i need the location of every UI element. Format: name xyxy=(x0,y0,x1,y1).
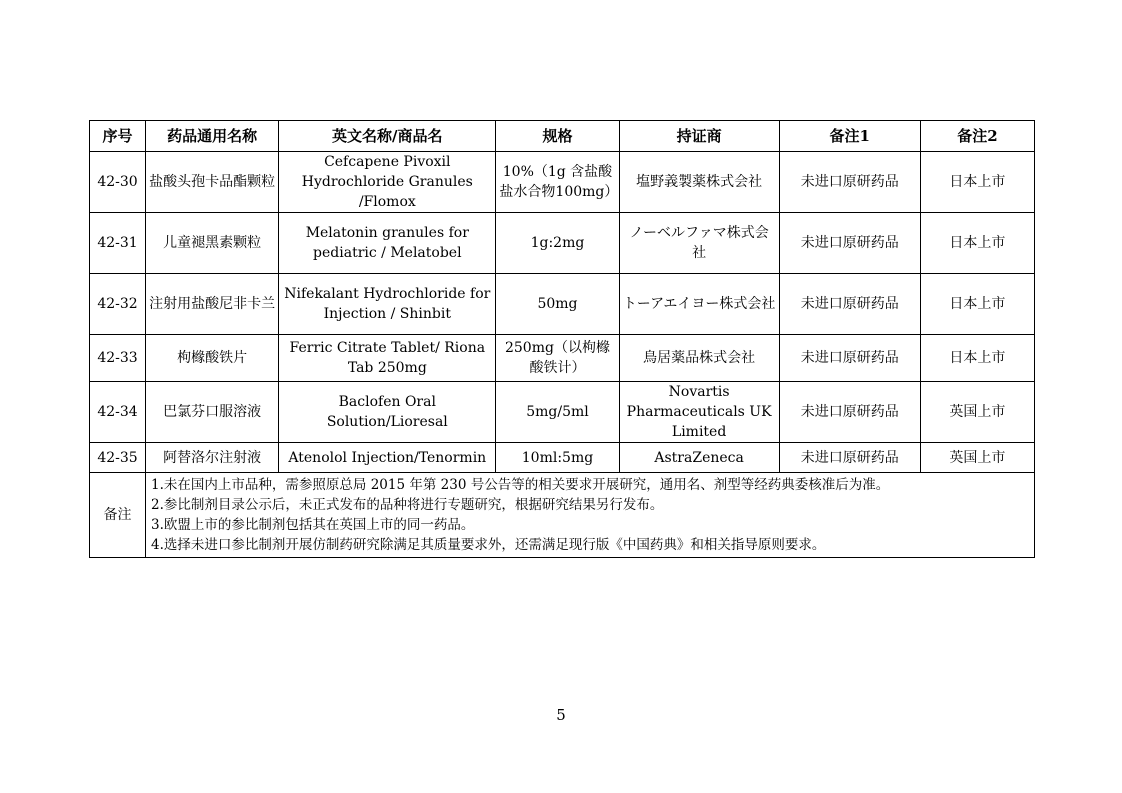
note-line: 3.欧盟上市的参比制剂包括其在英国上市的同一药品。 xyxy=(151,517,475,533)
cell-serial-no: 42-31 xyxy=(90,213,146,274)
cell-license-holder: Novartis Pharmaceuticals UK Limited xyxy=(619,382,779,443)
cell-english-name: Melatonin granules for pediatric / Melatobel xyxy=(279,213,496,274)
cell-license-holder: AstraZeneca xyxy=(619,443,779,473)
table-row xyxy=(90,335,1035,382)
cell-note-1: 未进口原研药品 xyxy=(779,443,920,473)
table-row xyxy=(90,382,1035,443)
cell-license-holder: ノーベルファマ株式会社 xyxy=(619,213,779,274)
cell-english-name: Nifekalant Hydrochloride for Injection / Shinbit xyxy=(279,274,496,335)
cell-note-2: 英国上市 xyxy=(920,382,1034,443)
table-header-row xyxy=(90,121,1035,152)
cell-english-name: Baclofen Oral Solution/Lioresal xyxy=(279,382,496,443)
cell-serial-no: 42-32 xyxy=(90,274,146,335)
cell-specification: 250mg（以枸橼酸铁计） xyxy=(496,335,619,382)
header-serial-no: 序号 xyxy=(90,121,146,152)
reference-drug-table xyxy=(89,120,1035,558)
cell-specification: 50mg xyxy=(496,274,619,335)
page-number: 5 xyxy=(556,706,566,724)
cell-note-1: 未进口原研药品 xyxy=(779,335,920,382)
notes-row xyxy=(90,473,1035,558)
table-row xyxy=(90,443,1035,473)
cell-generic-name: 巴氯芬口服溶液 xyxy=(146,382,279,443)
cell-specification: 10ml:5mg xyxy=(496,443,619,473)
cell-english-name: Atenolol Injection/Tenormin xyxy=(279,443,496,473)
cell-generic-name: 儿童褪黑素颗粒 xyxy=(146,213,279,274)
cell-note-1: 未进口原研药品 xyxy=(779,213,920,274)
cell-specification: 10%（1g 含盐酸盐水合物100mg） xyxy=(496,152,619,213)
header-english-name: 英文名称/商品名 xyxy=(279,121,496,152)
cell-note-1: 未进口原研药品 xyxy=(779,152,920,213)
notes-cell xyxy=(146,473,1035,558)
cell-note-2: 日本上市 xyxy=(920,274,1034,335)
cell-generic-name: 阿替洛尔注射液 xyxy=(146,443,279,473)
cell-generic-name: 枸橼酸铁片 xyxy=(146,335,279,382)
cell-note-2: 日本上市 xyxy=(920,213,1034,274)
header-note-2: 备注2 xyxy=(920,121,1034,152)
note-line: 1.未在国内上市品种，需参照原总局 2015 年第 230 号公告等的相关要求开展研究，通用名、剂型等经药典委核准后为准。 xyxy=(151,477,890,493)
cell-note-2: 日本上市 xyxy=(920,152,1034,213)
cell-english-name: Ferric Citrate Tablet/ Riona Tab 250mg xyxy=(279,335,496,382)
cell-license-holder: 塩野義製薬株式会社 xyxy=(619,152,779,213)
cell-note-1: 未进口原研药品 xyxy=(779,274,920,335)
table-row xyxy=(90,213,1035,274)
header-specification: 规格 xyxy=(496,121,619,152)
header-note-1: 备注1 xyxy=(779,121,920,152)
header-license-holder: 持证商 xyxy=(619,121,779,152)
table-row xyxy=(90,152,1035,213)
cell-serial-no: 42-34 xyxy=(90,382,146,443)
cell-specification: 1g:2mg xyxy=(496,213,619,274)
note-line: 2.参比制剂目录公示后，未正式发布的品种将进行专题研究，根据研究结果另行发布。 xyxy=(151,497,664,513)
cell-note-2: 英国上市 xyxy=(920,443,1034,473)
cell-serial-no: 42-30 xyxy=(90,152,146,213)
cell-serial-no: 42-35 xyxy=(90,443,146,473)
cell-generic-name: 注射用盐酸尼非卡兰 xyxy=(146,274,279,335)
cell-generic-name: 盐酸头孢卡品酯颗粒 xyxy=(146,152,279,213)
cell-note-2: 日本上市 xyxy=(920,335,1034,382)
note-line: 4.选择未进口参比制剂开展仿制药研究除满足其质量要求外，还需满足现行版《中国药典》和相关指导原则要求。 xyxy=(151,537,826,553)
cell-specification: 5mg/5ml xyxy=(496,382,619,443)
cell-english-name: Cefcapene Pivoxil Hydrochloride Granules /Flomox xyxy=(279,152,496,213)
notes-label: 备注 xyxy=(90,473,146,558)
cell-serial-no: 42-33 xyxy=(90,335,146,382)
cell-license-holder: トーアエイヨー株式会社 xyxy=(619,274,779,335)
table-row xyxy=(90,274,1035,335)
cell-note-1: 未进口原研药品 xyxy=(779,382,920,443)
header-generic-name: 药品通用名称 xyxy=(146,121,279,152)
cell-license-holder: 鳥居薬品株式会社 xyxy=(619,335,779,382)
